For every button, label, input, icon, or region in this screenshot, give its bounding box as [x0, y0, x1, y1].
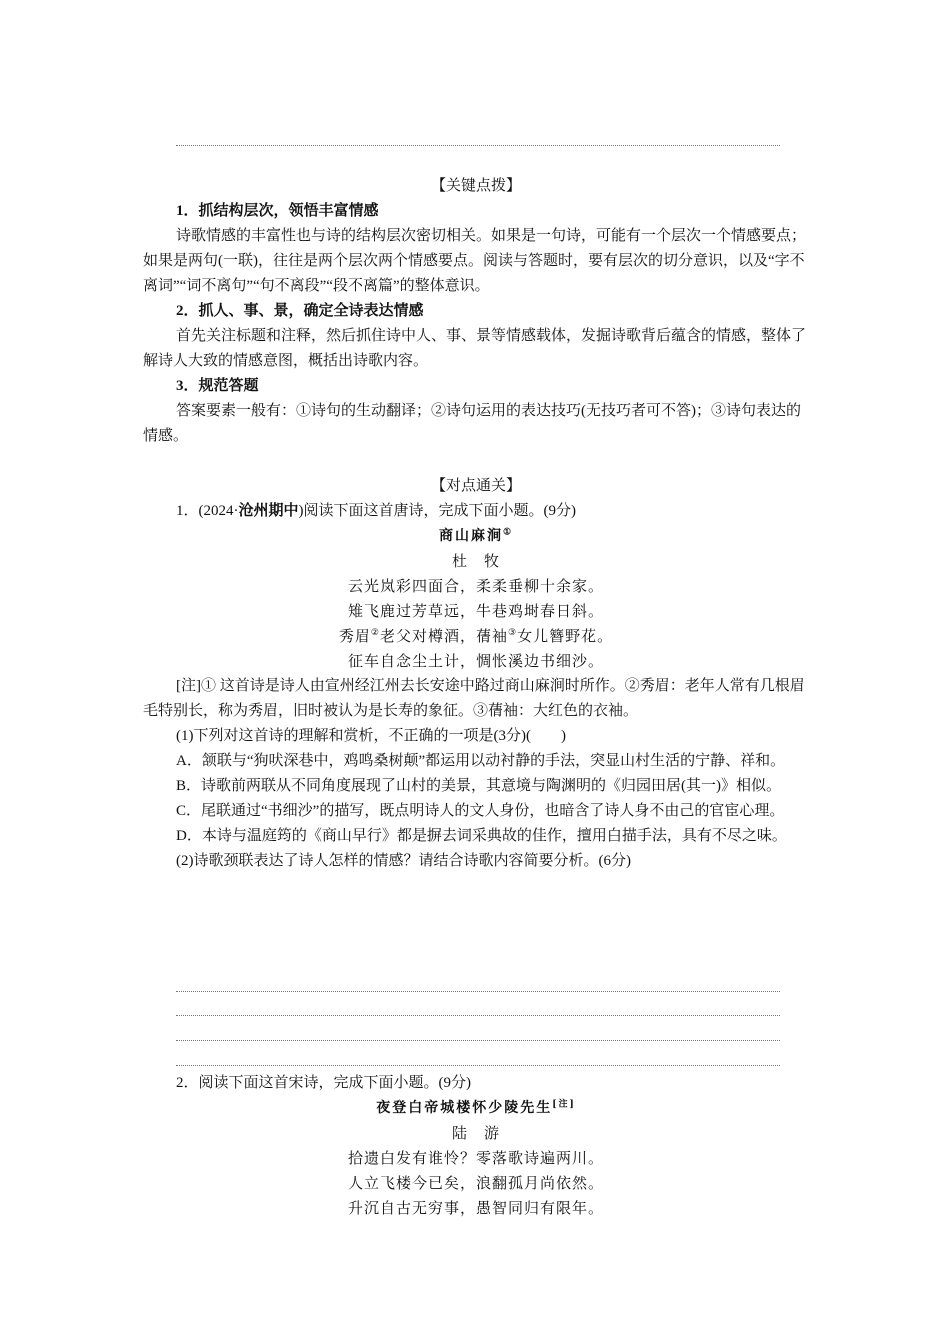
poem-1-line: 雉飞鹿过芳草远，牛巷鸡埘春日斜。: [347, 602, 604, 620]
section-header-key-points: 【关键点拨】: [430, 178, 521, 194]
option-a: A．颔联与“狗吠深巷中，鸡鸣桑树颠”都运用以动衬静的手法，突显山村生活的宁静、祥和。: [176, 753, 786, 769]
subquestion-1: (1)下列对这首诗的理解和赏析，不正确的一项是(3分)( ): [176, 728, 566, 744]
answer-line[interactable]: [176, 1040, 780, 1041]
option-c: C．尾联通过“书细沙”的描写，既点明诗人的文人身份，也暗含了诗人身不由己的官宦心理。: [176, 803, 785, 819]
question-1-intro: 1．(2024·沧州期中)阅读下面这首唐诗，完成下面小题。(9分): [176, 503, 577, 519]
question-2-intro: 2．阅读下面这首宋诗，完成下面小题。(9分): [176, 1075, 471, 1091]
poem-1-line: 征车自念尘土计，惆怅溪边书细沙。: [347, 652, 604, 670]
answer-line[interactable]: [176, 1015, 780, 1016]
point-2-body: 首先关注标题和注释，然后抓住诗中人、事、景等情感载体，发掘诗歌背后蕴含的情感，整体了解诗人大致的情感意图，概括出诗歌内容。: [143, 328, 807, 369]
point-3-title: 3．规范答题: [176, 378, 259, 394]
option-d: D．本诗与温庭筠的《商山早行》都是摒去词采典故的佳作，擅用白描手法，具有不尽之味。: [176, 828, 787, 844]
poem-2-line: 人立飞楼今已矣，浪翻孤月尚依然。: [347, 1174, 604, 1192]
subquestion-2: (2)诗歌颈联表达了诗人怎样的情感？请结合诗歌内容简要分析。(6分): [176, 853, 631, 869]
poem-1-title: 商山麻涧①: [438, 527, 514, 544]
poem-1-line: 秀眉②老父对樽酒，蒨袖③女儿簪野花。: [338, 627, 614, 645]
poem-2-line: 升沉自古无穷事，愚智同归有限年。: [347, 1199, 604, 1217]
point-1-body: 诗歌情感的丰富性也与诗的结构层次密切相关。如果是一句诗，可能有一个层次一个情感要点；如果是两句(一联)，往往是两个层次两个情感要点。阅读与答题时，要有层次的切分意识，以及“字不离词”“词不离句”“句不离段”“段不离篇”的整体意识。: [143, 228, 807, 294]
poem-1-author: 杜 牧: [451, 552, 500, 570]
poem-2-author: 陆 游: [451, 1124, 500, 1142]
answer-line[interactable]: [176, 1065, 780, 1066]
poem-2-title: 夜登白帝城楼怀少陵先生[注]: [376, 1099, 576, 1116]
point-3-body: 答案要素一般有：①诗句的生动翻译；②诗句运用的表达技巧(无技巧者可不答)；③诗句表达的情感。: [143, 403, 801, 444]
point-2-title: 2．抓人、事、景，确定全诗表达情感: [176, 303, 424, 319]
point-1-title: 1．抓结构层次，领悟丰富情感: [176, 203, 379, 219]
section-header-practice: 【对点通关】: [430, 478, 521, 494]
poem-1-line: 云光岚彩四面合，柔柔垂柳十余家。: [347, 577, 604, 595]
answer-line[interactable]: [176, 991, 780, 992]
poem-1-note: [注]① 这首诗是诗人由宣州经江州去长安途中路过商山麻涧时所作。②秀眉：老年人常有几根眉毛特别长，称为秀眉，旧时被认为是长寿的象征。③蒨袖：大红色的衣袖。: [143, 678, 805, 719]
option-b: B．诗歌前两联从不同角度展现了山村的美景，其意境与陶渊明的《归园田居(其一)》相似。: [176, 778, 781, 794]
poem-2-line: 拾遗白发有谁怜？零落歌诗遍两川。: [347, 1149, 604, 1167]
top-divider: [176, 145, 780, 146]
